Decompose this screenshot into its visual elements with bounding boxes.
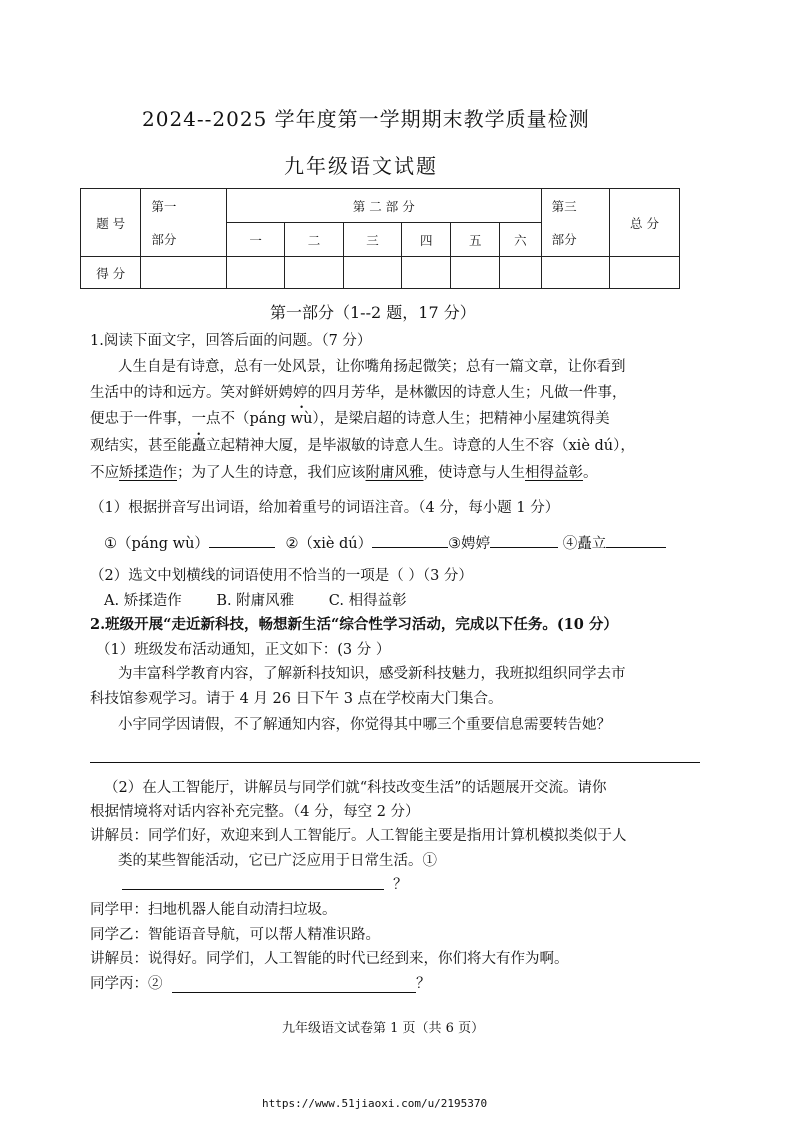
q1-passage-line2: 生活中的诗和远方。笑对鲜妍娉婷的四月芳华，是林徽因的诗意人生；凡做一件事， bbox=[90, 385, 627, 401]
score-table-sub-4: 四 bbox=[402, 223, 451, 257]
q1-passage-line5-b: ；为了人生的诗意，我们应该 bbox=[177, 465, 366, 481]
q1-answer-c[interactable] bbox=[490, 533, 558, 548]
q2-notice-line1: 为丰富科学教育内容，了解新科技知识，感受新科技魅力，我班拟组织同学去市 bbox=[118, 666, 626, 682]
score-cell-part3[interactable] bbox=[541, 257, 609, 289]
q1-passage-line5-d: 。 bbox=[583, 465, 598, 481]
score-table-sub-6: 六 bbox=[500, 223, 541, 257]
score-table-part3-line1: 第三 bbox=[541, 189, 609, 223]
q1-passage-line3-b: ），是梁启超的诗意人生；把精神小屋建筑得美 bbox=[312, 411, 610, 427]
q2-question-mark-1: ？ bbox=[393, 877, 408, 893]
score-cell-part1[interactable] bbox=[141, 257, 227, 289]
q1-sub1-items bbox=[104, 533, 666, 554]
q2-notice-line2: 科技馆参观学习。请于 4 月 26 日下午 3 点在学校南大门集合。 bbox=[90, 691, 503, 707]
q2-dialog-guide-line1: 讲解员：同学们好，欢迎来到人工智能厅。人工智能主要是指用计算机模拟类似于人 bbox=[90, 828, 627, 844]
q2-dialog-guide-line2: 类的某些智能活动，它已广泛应用于日常生活。① bbox=[118, 853, 437, 869]
q1-options bbox=[104, 591, 407, 611]
q1-sub1: （1）根据拼音写出词语，给加着重号的词语注音。（4 分，每小题 1 分） bbox=[90, 500, 560, 516]
q2-question-mark-2: ？ bbox=[416, 976, 431, 992]
score-table-label-number: 题 号 bbox=[81, 189, 141, 257]
score-cell-4[interactable] bbox=[402, 257, 451, 289]
q1-pinyin-dotted: wù • bbox=[291, 411, 313, 427]
q2-answer-blank-2[interactable] bbox=[172, 992, 416, 993]
q1-pinyin-a: páng bbox=[249, 411, 291, 427]
q1-underlined-word-2: 附庸风雅 bbox=[365, 465, 424, 481]
q2-sub1: （1）班级发布活动通知，正文如下：(3 分 ） bbox=[96, 642, 391, 658]
q1-item-c: ③娉婷 bbox=[448, 536, 491, 552]
score-cell-5[interactable] bbox=[451, 257, 500, 289]
score-table bbox=[80, 188, 680, 289]
q2-dialog-student-a: 同学甲：扫地机器人能自动清扫垃圾。 bbox=[90, 902, 337, 918]
score-table-part1-line1: 第一 bbox=[141, 189, 227, 223]
q2-notice-line3: 小宇同学因请假，不了解通知内容，你觉得其中哪三个重要信息需要转告她？ bbox=[118, 717, 611, 733]
q1-answer-a[interactable] bbox=[209, 533, 275, 548]
q1-answer-b[interactable] bbox=[372, 533, 448, 548]
q1-dotted-char: 矗 bbox=[191, 438, 206, 454]
q2-answer-blank-1[interactable] bbox=[122, 889, 384, 890]
score-table-part1-line2: 部分 bbox=[141, 223, 227, 257]
q1-passage-line3-a: 便忠于一件事，一点不（ bbox=[90, 411, 250, 427]
q1-passage-line5-a: 不应 bbox=[90, 465, 119, 481]
q1-item-a: ①（páng wù） bbox=[104, 536, 209, 552]
q1-passage-line4-b: 立起精神大厦，是毕淑敏的诗意人生。诗意的人生不容（xiè dú）， bbox=[206, 438, 635, 454]
exam-title: 2024--2025 学年度第一学期期末教学质量检测 bbox=[142, 107, 590, 131]
q2-answer-line[interactable] bbox=[90, 762, 700, 763]
score-table-sub-3: 三 bbox=[343, 223, 401, 257]
score-table-sub-5: 五 bbox=[451, 223, 500, 257]
q2-sub2-line1: （2）在人工智能厅，讲解员与同学们就“科技改变生活”的话题展开交流。请你 bbox=[104, 780, 607, 796]
q1-underlined-word-3: 相得益彰 bbox=[525, 465, 583, 481]
score-cell-6[interactable] bbox=[500, 257, 541, 289]
page-footer: 九年级语文试卷第 1 页（共 6 页） bbox=[282, 1021, 485, 1036]
q2-dialog-student-c: 同学丙：② bbox=[90, 976, 163, 992]
q1-passage-line1: 人生自是有诗意，总有一处风景，让你嘴角扬起微笑；总有一篇文章，让你看到 bbox=[118, 359, 626, 375]
q2-dialog-student-b: 同学乙：智能语音导航，可以帮人精准识路。 bbox=[90, 927, 380, 943]
q1-item-b: ②（xiè dú） bbox=[285, 536, 373, 552]
exam-subtitle: 九年级语文试题 bbox=[284, 154, 438, 178]
q1-option-b[interactable]: B. 附庸风雅 bbox=[216, 593, 295, 609]
score-cell-1[interactable] bbox=[226, 257, 284, 289]
score-cell-total[interactable] bbox=[610, 257, 680, 289]
score-cell-3[interactable] bbox=[343, 257, 401, 289]
score-table-sub-1: 一 bbox=[226, 223, 284, 257]
q1-underlined-word-1: 矫揉造作 bbox=[119, 465, 177, 481]
q1-item-d: ④矗立 bbox=[562, 536, 607, 552]
part1-heading: 第一部分（1--2 题，17 分） bbox=[270, 303, 476, 322]
score-table-label-score: 得 分 bbox=[81, 257, 141, 289]
score-table-part2: 第 二 部 分 bbox=[226, 189, 541, 223]
score-table-sub-2: 二 bbox=[285, 223, 343, 257]
q2-dialog-guide-reply: 讲解员：说得好。同学们，人工智能的时代已经到来，你们将大有作为啊。 bbox=[90, 951, 569, 967]
watermark-url: https://www.51jiaoxi.com/u/2195370 bbox=[262, 1097, 488, 1110]
q1-passage-line5 bbox=[90, 463, 598, 483]
q1-answer-d[interactable] bbox=[606, 533, 666, 548]
q1-sub2: （2）选文中划横线的词语使用不恰当的一项是（ ）（3 分） bbox=[90, 568, 473, 584]
q1-option-a[interactable]: A. 矫揉造作 bbox=[104, 593, 182, 609]
q1-passage-line4-a: 观结实，甚至能 bbox=[90, 438, 192, 454]
q2-sub2-line2: 根据情境将对话内容补充完整。（4 分，每空 2 分） bbox=[90, 804, 420, 820]
q1-passage-line4 bbox=[90, 436, 635, 456]
q1-passage-line5-c: ，使诗意与人生 bbox=[423, 465, 525, 481]
q1-option-c[interactable]: C. 相得益彰 bbox=[328, 593, 407, 609]
score-table-part3-line2: 部分 bbox=[541, 223, 609, 257]
q1-stem: 1.阅读下面文字，回答后面的问题。（7 分） bbox=[90, 333, 372, 349]
score-table-total: 总 分 bbox=[610, 189, 680, 257]
q1-passage-line3 bbox=[90, 409, 610, 429]
score-cell-2[interactable] bbox=[285, 257, 343, 289]
q2-stem: 2.班级开展“走近新科技，畅想新生活“综合性学习活动，完成以下任务。(10 分） bbox=[90, 616, 618, 633]
